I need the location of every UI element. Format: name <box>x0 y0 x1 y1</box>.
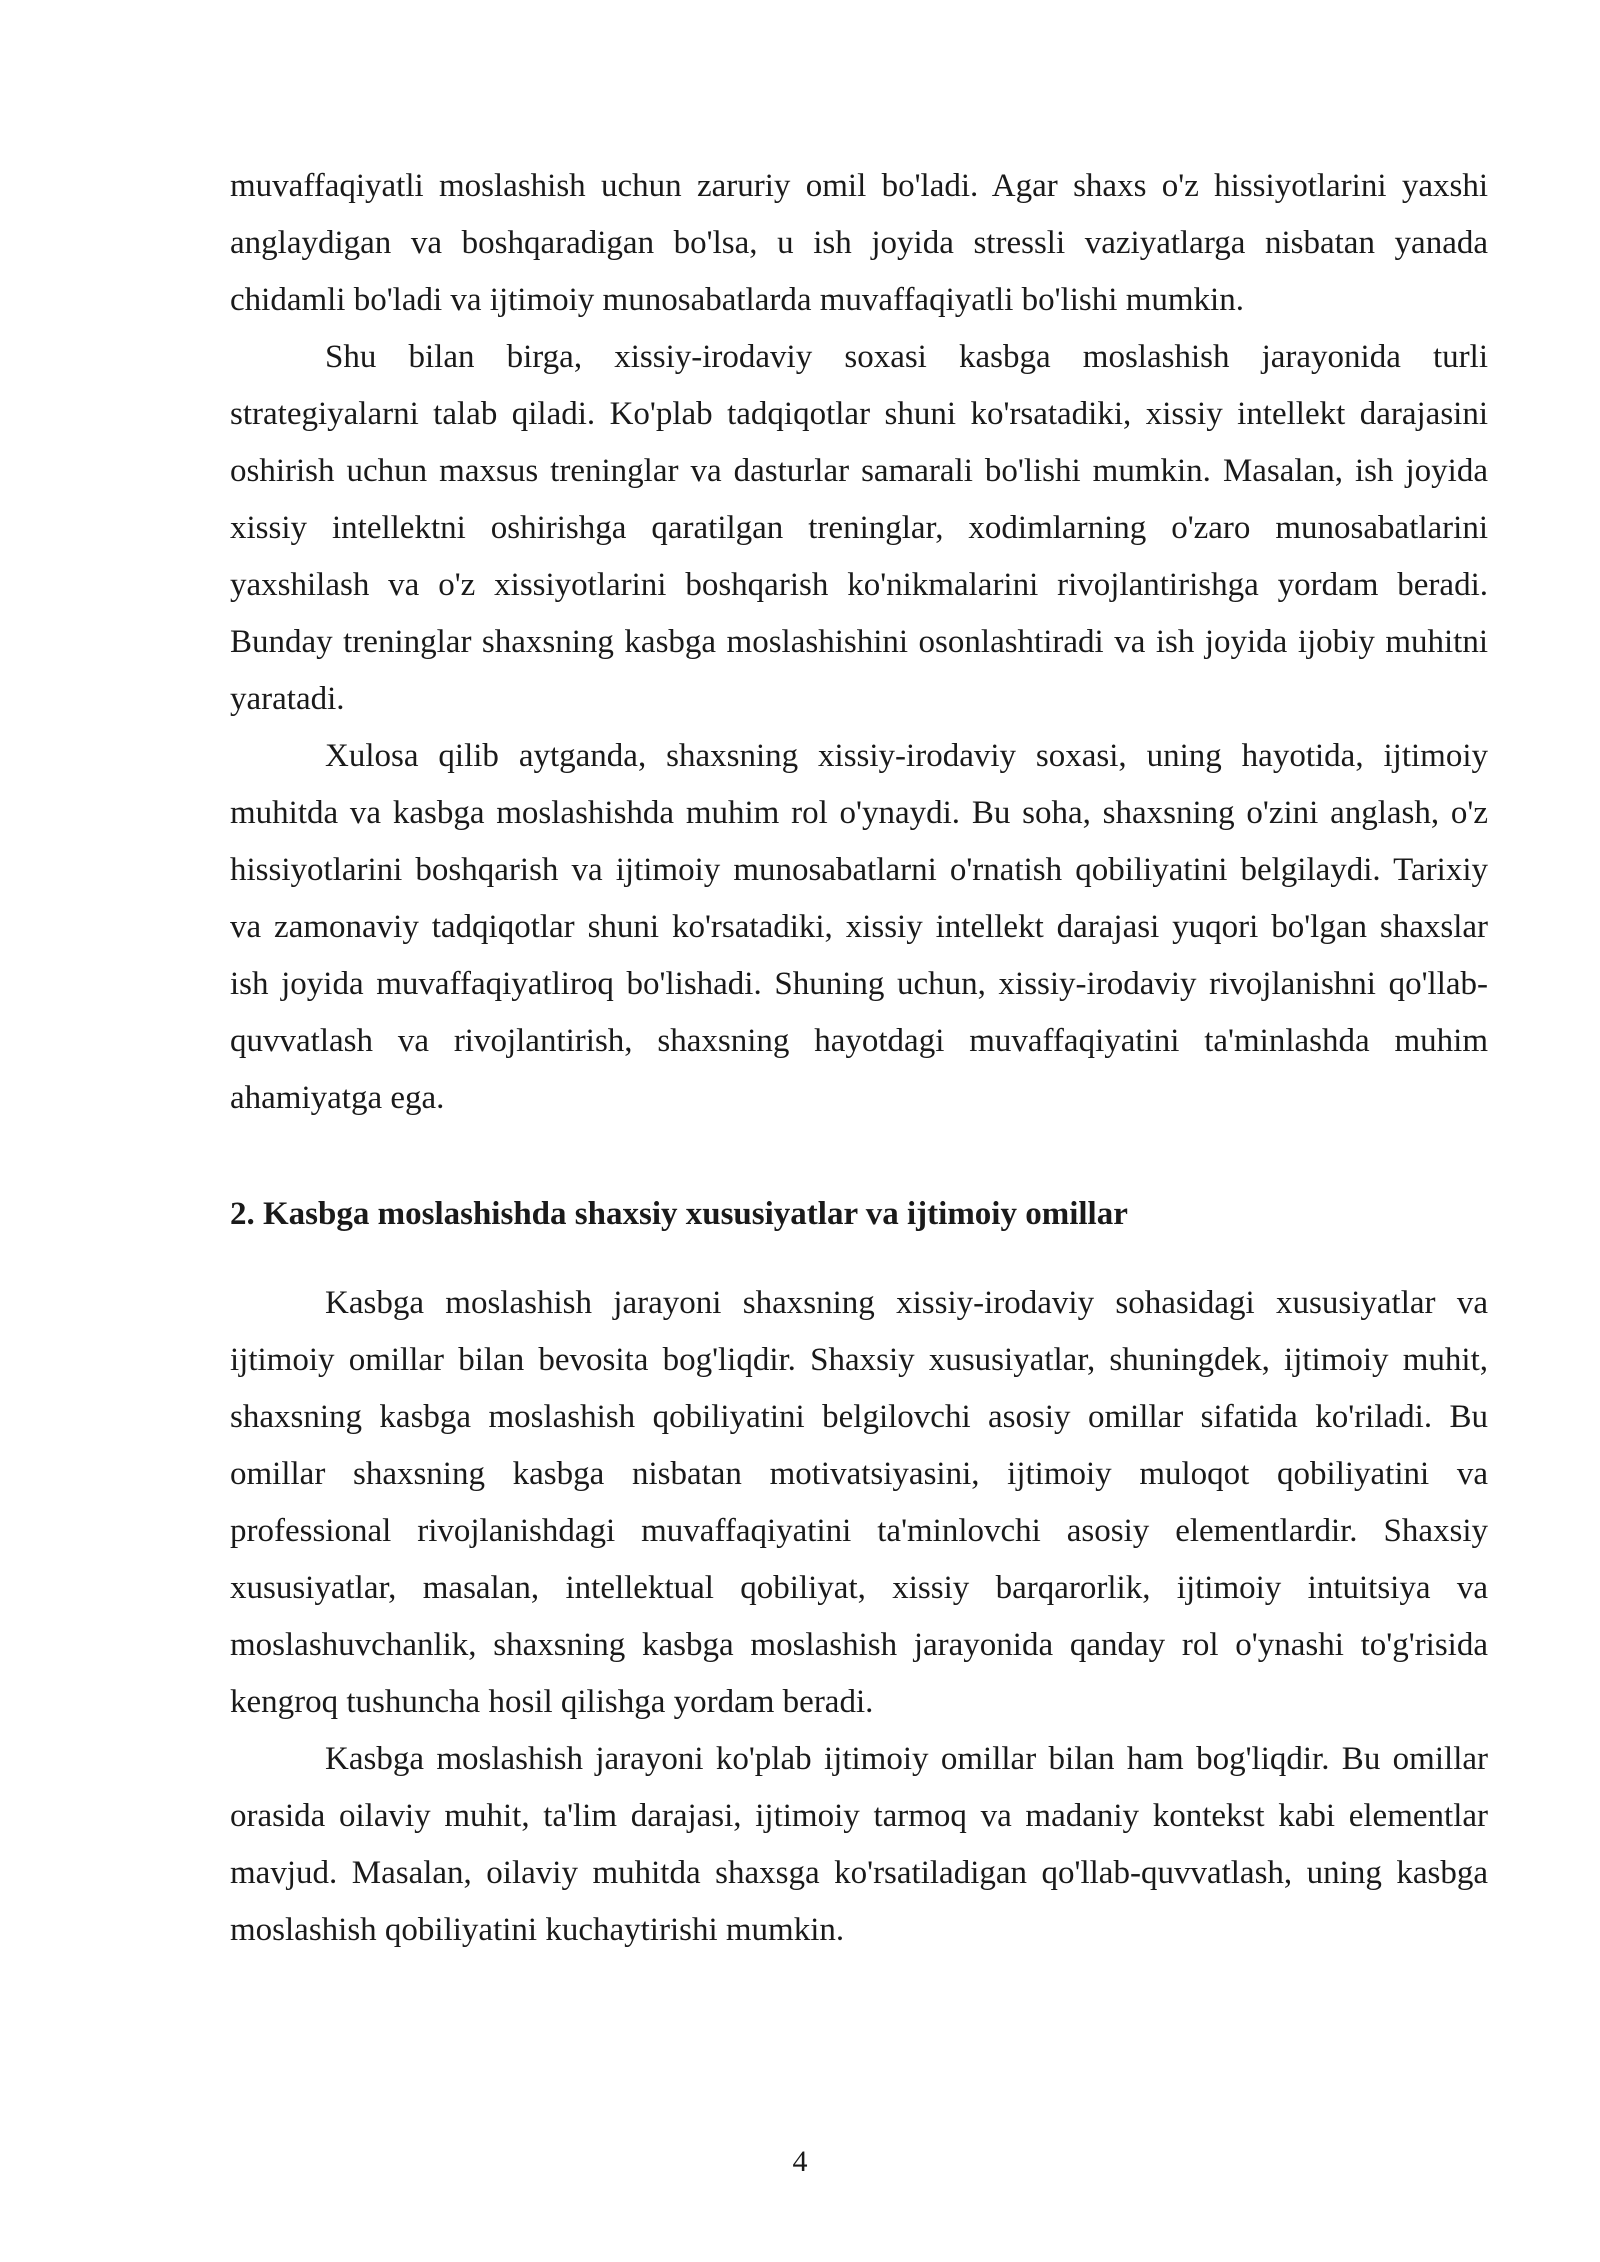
paragraph-social-factors: Kasbga moslashish jarayoni ko'plab ijtimoiy omillar bilan ham bog'liqdir. Bu omillar orasida oilaviy muhit, ta'lim darajasi, ijtimoiy tarmoq va madaniy kontekst kabi elementlar mavjud. Masalan, oilaviy muhitda shaxsga ko'rsatiladigan qo'llab-quvvatlash, uning kasbga moslashish qobiliyatini kuchaytirishi mumkin. <box>230 1741 1488 1948</box>
page-content <box>230 158 1488 1959</box>
section-heading: 2. Kasbga moslashishda shaxsiy xususiyatlar va ijtimoiy omillar <box>230 1196 1128 1232</box>
paragraph-strategies: Shu bilan birga, xissiy-irodaviy soxasi kasbga moslashish jarayonida turli strategiyalarni talab qiladi. Ko'plab tadqiqotlar shuni ko'rsatadiki, xissiy intellekt darajasini oshirish uchun maxsus treninglar va dasturlar samarali bo'lishi mumkin. Masalan, ish joyida xissiy intellektni oshirishga qaratilgan treninglar, xodimlarning o'zaro munosabatlarini yaxshilash va o'z xissiyotlarini boshqarish ko'nikmalarini rivojlantirishga yordam beradi. Bunday treninglar shaxsning kasbga moslashishini osonlashtiradi va ish joyida ijobiy muhitni yaratadi. <box>230 339 1488 717</box>
paragraph-conclusion: Xulosa qilib aytganda, shaxsning xissiy-irodaviy soxasi, uning hayotida, ijtimoiy muhitda va kasbga moslashishda muhim rol o'ynaydi. Bu soha, shaxsning o'zini anglash, o'z hissiyotlarini boshqarish va ijtimoiy munosabatlarni o'rnatish qobiliyatini belgilaydi. Tarixiy va zamonaviy tadqiqotlar shuni ko'rsatadiki, xissiy intellekt darajasi yuqori bo'lgan shaxslar ish joyida muvaffaqiyatliroq bo'lishadi. Shuning uchun, xissiy-irodaviy rivojlanishni qo'llab-quvvatlash va rivojlantirish, shaxsning hayotdagi muvaffaqiyatini ta'minlashda muhim ahamiyatga ega. <box>230 738 1488 1116</box>
page-number: 4 <box>792 2145 808 2178</box>
paragraph-personal-traits: Kasbga moslashish jarayoni shaxsning xissiy-irodaviy sohasidagi xususiyatlar va ijtimoiy omillar bilan bevosita bog'liqdir. Shaxsiy xususiyatlar, shuningdek, ijtimoiy muhit, shaxsning kasbga moslashish qobiliyatini belgilovchi asosiy omillar sifatida ko'riladi. Bu omillar shaxsning kasbga nisbatan motivatsiyasini, ijtimoiy muloqot qobiliyatini va professional rivojlanishdagi muvaffaqiyatini ta'minlovchi asosiy elementlardir. Shaxsiy xususiyatlar, masalan, intellektual qobiliyat, xissiy barqarorlik, ijtimoiy intuitsiya va moslashuvchanlik, shaxsning kasbga moslashish jarayonida qanday rol o'ynashi to'g'risida kengroq tushuncha hosil qilishga yordam beradi. <box>230 1285 1488 1720</box>
paragraph-continuation: muvaffaqiyatli moslashish uchun zaruriy omil bo'ladi. Agar shaxs o'z hissiyotlarini yaxshi anglaydigan va boshqaradigan bo'lsa, u ish joyida stressli vaziyatlarga nisbatan yanada chidamli bo'ladi va ijtimoiy munosabatlarda muvaffaqiyatli bo'lishi mumkin. <box>230 168 1488 318</box>
